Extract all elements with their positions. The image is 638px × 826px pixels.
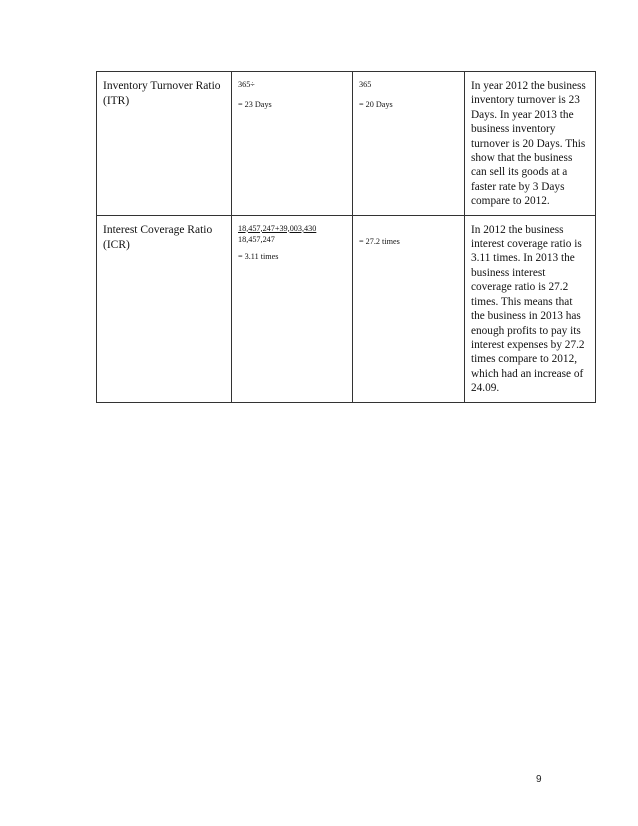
analysis-cell — [465, 215, 596, 402]
analysis-line: times compare to 2012, — [471, 353, 578, 366]
year-2012-calculation-cell — [232, 215, 353, 402]
table-row — [97, 215, 596, 402]
formula-numerator: 18,457,247+39,003,430 — [238, 223, 317, 233]
analysis-line: compare to 2012. — [471, 195, 550, 208]
ratio-abbreviation: (ICR) — [103, 238, 130, 251]
analysis-line: faster rate by 3 Days — [471, 180, 565, 193]
analysis-line: interest coverage ratio is — [471, 238, 582, 251]
analysis-line: coverage ratio is 27.2 — [471, 281, 569, 294]
result-value: = 20 Days — [359, 100, 393, 109]
formula-text: 365 — [359, 80, 372, 89]
page-number: 9 — [536, 774, 542, 785]
analysis-line: Days. In year 2013 the — [471, 108, 574, 121]
analysis-line: In year 2012 the business — [471, 80, 586, 92]
year-2013-calculation-cell — [353, 215, 465, 402]
formula-denominator: 18,457,247 — [238, 234, 275, 244]
result-value: = 27.2 times — [359, 236, 400, 246]
analysis-line: inventory turnover is 23 — [471, 94, 580, 107]
analysis-text — [471, 223, 590, 396]
result-value: = 23 Days — [238, 100, 272, 109]
table-row — [97, 72, 596, 216]
analysis-line: enough profits to pay its — [471, 324, 581, 337]
ratio-name: Interest Coverage Ratio — [103, 223, 213, 236]
year-2013-calculation-cell — [353, 72, 465, 216]
ratio-name-cell — [97, 215, 232, 402]
analysis-line: times. This means that — [471, 295, 573, 308]
analysis-line: can sell its goods at a — [471, 166, 568, 179]
ratio-abbreviation: (ITR) — [103, 95, 130, 107]
analysis-line: 3.11 times. In 2013 the — [471, 252, 575, 265]
analysis-line: In 2012 the business — [471, 223, 564, 236]
analysis-line: business inventory — [471, 123, 556, 136]
formula-text: 365÷ — [238, 80, 255, 89]
analysis-line: which had an increase of — [471, 367, 584, 380]
result-value: = 3.11 times — [238, 251, 279, 261]
analysis-cell — [465, 72, 596, 216]
ratio-analysis-table — [96, 71, 596, 403]
analysis-line: the business in 2013 has — [471, 310, 581, 323]
ratio-name-cell — [97, 72, 232, 216]
analysis-line: turnover is 20 Days. This — [471, 137, 586, 150]
analysis-line: business interest — [471, 266, 546, 279]
year-2012-calculation-cell — [232, 72, 353, 216]
analysis-line: interest expenses by 27.2 — [471, 338, 585, 351]
analysis-text — [471, 79, 590, 209]
analysis-line: 24.09. — [471, 382, 500, 395]
ratio-name: Inventory Turnover Ratio — [103, 80, 221, 92]
analysis-line: show that the business — [471, 152, 573, 165]
